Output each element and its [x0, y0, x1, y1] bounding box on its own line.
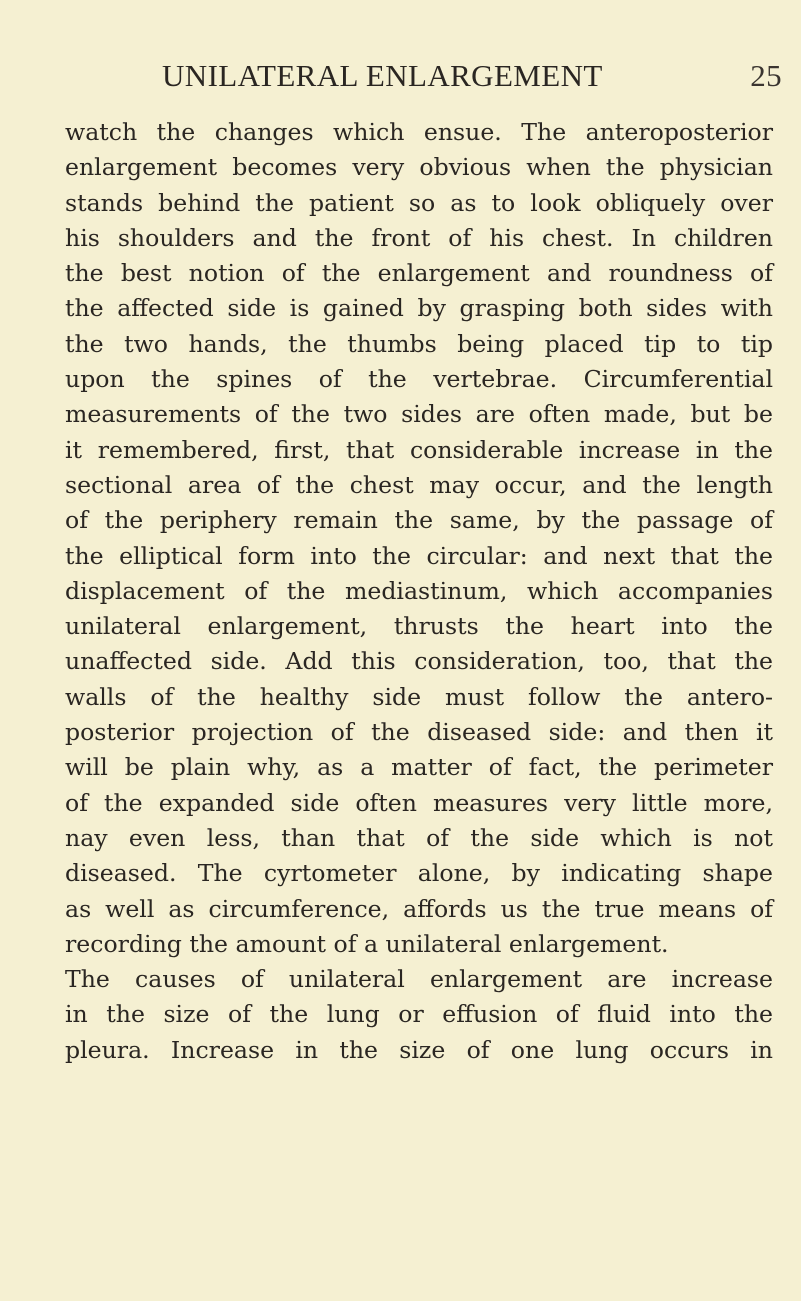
text-line: unilateral enlargement, thrusts the heart into the — [65, 612, 773, 641]
text-line: the two hands, the thumbs being placed tip to tip — [65, 329, 773, 358]
text-line: in the size of the lung or effusion of fluid into the — [65, 1000, 773, 1029]
body-text — [65, 115, 773, 1068]
text-line: it remembered, first, that considerable increase in the — [65, 435, 773, 464]
text-line: watch the changes which ensue. The anteroposterior — [65, 118, 773, 146]
text-line: nay even less, than that of the side which is not — [65, 823, 773, 852]
text-line: will be plain why, as a matter of fact, the perimeter — [65, 753, 773, 782]
text-line: his shoulders and the front of his chest. In children — [65, 223, 773, 252]
text-line: posterior projection of the diseased side: and then it — [65, 718, 773, 747]
text-line: the best notion of the enlargement and roundness of — [65, 259, 773, 288]
text-line: measurements of the two sides are often made, but be — [65, 400, 773, 429]
text-line: enlargement becomes very obvious when the physician — [65, 153, 773, 182]
text-line: diseased. The cyrtometer alone, by indicating shape — [65, 859, 773, 888]
text-line: the affected side is gained by grasping both sides with — [65, 294, 773, 323]
text-line: stands behind the patient so as to look obliquely over — [65, 188, 773, 217]
text-line: as well as circumference, affords us the true means of — [65, 894, 773, 923]
running-head — [162, 58, 782, 98]
text-line: of the periphery remain the same, by the passage of — [65, 506, 773, 535]
text-line: pleura. Increase in the size of one lung occurs in — [65, 1035, 773, 1064]
text-line: upon the spines of the vertebrae. Circumferential — [65, 365, 773, 394]
text-line: The causes of unilateral enlargement are increase — [65, 965, 773, 994]
text-line: the elliptical form into the circular: and next that the — [65, 541, 773, 570]
running-head-title: UNILATERAL ENLARGEMENT — [162, 58, 603, 93]
text-line: unaffected side. Add this consideration, too, that the — [65, 647, 773, 676]
text-line: walls of the healthy side must follow the antero- — [65, 682, 773, 711]
text-line: sectional area of the chest may occur, and the length — [65, 470, 773, 499]
text-line: recording the amount of a unilateral enlargement. — [65, 929, 669, 958]
text-line: displacement of the mediastinum, which accompanies — [65, 576, 773, 605]
page-number: 25 — [750, 58, 782, 93]
text-line: of the expanded side often measures very little more, — [65, 788, 773, 817]
